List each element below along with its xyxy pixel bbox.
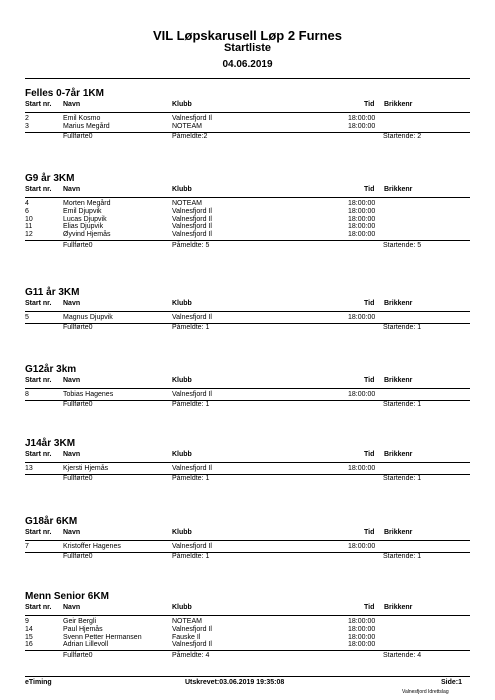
summary-registered: Påmeldte: 5 (172, 241, 210, 249)
row-club: NOTEAM (172, 200, 202, 207)
table-header-divider (25, 311, 470, 312)
section-title: G18år 6KM (25, 516, 78, 527)
col-header-chip: Brikkenr (384, 186, 413, 193)
row-name: Magnus Djupvik (63, 314, 113, 321)
row-start-nr: 5 (25, 314, 29, 321)
row-time: 18:00:00 (348, 641, 376, 649)
table-header-divider (25, 112, 470, 113)
summary-finished: Fullførte0 (63, 324, 93, 332)
summary-finished: Fullførte0 (63, 401, 93, 409)
section-title: Menn Senior 6KM (25, 591, 109, 602)
summary-starters: Startende: 1 (383, 553, 422, 561)
summary-registered: Påmeldte: 1 (172, 401, 210, 409)
row-start-nr: 10 (25, 215, 33, 223)
row-club: Valnesfjord Il (172, 314, 212, 321)
row-name: Adrian Lillevoll (63, 641, 109, 649)
col-header-club: Klubb (172, 529, 192, 536)
col-header-start: Start nr. (25, 529, 52, 536)
footer-page: Side:1 (441, 679, 463, 686)
summary-finished: Fullførte0 (63, 475, 93, 483)
footer-printed: Utskrevet:03.06.2019 19:35:08 (185, 679, 285, 686)
col-header-club: Klubb (172, 101, 192, 108)
col-header-club: Klubb (172, 186, 192, 193)
summary-starters: Startende: 1 (383, 401, 422, 409)
col-header-time: Tid (364, 451, 375, 458)
col-header-club: Klubb (172, 300, 192, 307)
col-header-time: Tid (364, 101, 375, 108)
table-header-divider (25, 197, 470, 198)
row-start-nr: 6 (25, 207, 29, 215)
summary-starters: Startende: 5 (383, 241, 422, 249)
summary-registered: Påmeldte:2 (172, 133, 208, 141)
col-header-chip: Brikkenr (384, 451, 413, 458)
summary-starters: Startende: 1 (383, 475, 422, 483)
table-header-divider (25, 388, 470, 389)
row-club: Valnesfjord Il (172, 207, 212, 215)
row-time: 18:00:00 (348, 618, 376, 625)
row-club: Valnesfjord Il (172, 641, 212, 649)
summary-registered: Påmeldte: 1 (172, 553, 210, 561)
row-time: 18:00:00 (348, 633, 376, 641)
table-header-divider (25, 615, 470, 616)
section-title: G12år 3km (25, 364, 77, 375)
row-start-nr: 16 (25, 641, 33, 649)
col-header-club: Klubb (172, 604, 192, 611)
row-start-nr: 15 (25, 633, 33, 641)
row-start-nr: 9 (25, 618, 29, 625)
section-title: G9 år 3KM (25, 173, 75, 184)
row-start-nr: 4 (25, 200, 29, 207)
col-header-start: Start nr. (25, 377, 52, 384)
summary-starters: Startende: 1 (383, 324, 422, 332)
col-header-time: Tid (364, 186, 375, 193)
row-club: Valnesfjord Il (172, 115, 212, 122)
row-start-nr: 2 (25, 115, 29, 122)
row-time: 18:00:00 (348, 231, 376, 239)
row-club: Valnesfjord Il (172, 215, 212, 223)
row-name: Øyvind Hjemås (63, 231, 111, 239)
row-name: Emil Djupvik (63, 207, 102, 215)
section-title: Felles 0-7år 1KM (25, 88, 104, 99)
col-header-name: Navn (63, 186, 81, 193)
row-time: 18:00:00 (348, 543, 376, 550)
row-club: NOTEAM (172, 618, 202, 625)
col-header-chip: Brikkenr (384, 604, 413, 611)
row-time: 18:00:00 (348, 391, 376, 398)
summary-starters: Startende: 4 (383, 651, 422, 659)
row-club: Valnesfjord Il (172, 543, 212, 550)
row-name: Marius Megård (63, 122, 110, 130)
row-time: 18:00:00 (348, 115, 376, 122)
row-club: Fauske Il (172, 633, 201, 641)
section-title: J14år 3KM (25, 438, 76, 449)
page-date: 04.06.2019 (222, 59, 273, 70)
col-header-time: Tid (364, 377, 375, 384)
col-header-time: Tid (364, 529, 375, 536)
col-header-chip: Brikkenr (384, 377, 413, 384)
row-name: Tobias Hagenes (63, 391, 114, 398)
row-time: 18:00:00 (348, 207, 376, 215)
col-header-start: Start nr. (25, 101, 52, 108)
row-club: Valnesfjord Il (172, 223, 212, 231)
col-header-name: Navn (63, 451, 81, 458)
col-header-name: Navn (63, 604, 81, 611)
footer-left: eTiming (25, 679, 52, 686)
row-time: 18:00:00 (348, 223, 376, 231)
summary-registered: Påmeldte: 1 (172, 324, 210, 332)
row-start-nr: 8 (25, 391, 29, 398)
summary-finished: Fullførte0 (63, 241, 93, 249)
col-header-start: Start nr. (25, 451, 52, 458)
footer-divider (25, 676, 470, 677)
col-header-name: Navn (63, 377, 81, 384)
row-time: 18:00:00 (348, 465, 376, 472)
col-header-club: Klubb (172, 377, 192, 384)
page-title: VIL Løpskarusell Løp 2 Furnes (152, 28, 343, 43)
summary-registered: Påmeldte: 4 (172, 651, 210, 659)
row-name: Paul Hjemås (63, 625, 103, 633)
col-header-name: Navn (63, 300, 81, 307)
col-header-start: Start nr. (25, 300, 52, 307)
col-header-start: Start nr. (25, 604, 52, 611)
summary-finished: Fullførte0 (63, 651, 93, 659)
row-name: Geir Bergli (63, 618, 97, 625)
col-header-name: Navn (63, 101, 81, 108)
row-name: Kjersti Hjemås (63, 465, 109, 472)
row-name: Emil Kosmo (63, 115, 101, 122)
row-start-nr: 3 (25, 122, 29, 130)
table-header-divider (25, 540, 470, 541)
col-header-time: Tid (364, 604, 375, 611)
row-start-nr: 7 (25, 543, 29, 550)
row-name: Svenn Petter Hermansen (63, 633, 142, 641)
row-time: 18:00:00 (348, 215, 376, 223)
page-subtitle: Startliste (223, 42, 272, 54)
col-header-name: Navn (63, 529, 81, 536)
footer-org: Valnesfjord Idrettslag (402, 689, 449, 695)
section (0, 173, 495, 273)
row-time: 18:00:00 (348, 314, 376, 321)
row-name: Elias Djupvik (63, 223, 104, 231)
col-header-time: Tid (364, 300, 375, 307)
row-start-nr: 14 (25, 625, 33, 633)
summary-starters: Startende: 2 (383, 133, 422, 141)
row-club: Valnesfjord Il (172, 231, 212, 239)
summary-finished: Fullførte0 (63, 133, 93, 141)
row-club: Valnesfjord Il (172, 465, 212, 472)
section-title: G11 år 3KM (25, 287, 80, 298)
row-club: Valnesfjord Il (172, 625, 212, 633)
row-club: NOTEAM (172, 122, 202, 130)
col-header-chip: Brikkenr (384, 300, 413, 307)
summary-registered: Påmeldte: 1 (172, 475, 210, 483)
col-header-chip: Brikkenr (384, 101, 413, 108)
row-time: 18:00:00 (348, 200, 376, 207)
row-name: Lucas Djupvik (63, 215, 107, 223)
row-time: 18:00:00 (348, 625, 376, 633)
header-divider (25, 78, 470, 79)
col-header-club: Klubb (172, 451, 192, 458)
row-start-nr: 12 (25, 231, 33, 239)
row-start-nr: 13 (25, 465, 33, 472)
row-time: 18:00:00 (348, 122, 376, 130)
row-club: Valnesfjord Il (172, 391, 212, 398)
summary-finished: Fullførte0 (63, 553, 93, 561)
col-header-start: Start nr. (25, 186, 52, 193)
row-name: Kristoffer Hagenes (63, 543, 121, 550)
col-header-chip: Brikkenr (384, 529, 413, 536)
row-start-nr: 11 (25, 223, 33, 231)
row-name: Morten Megård (63, 200, 111, 207)
table-header-divider (25, 462, 470, 463)
